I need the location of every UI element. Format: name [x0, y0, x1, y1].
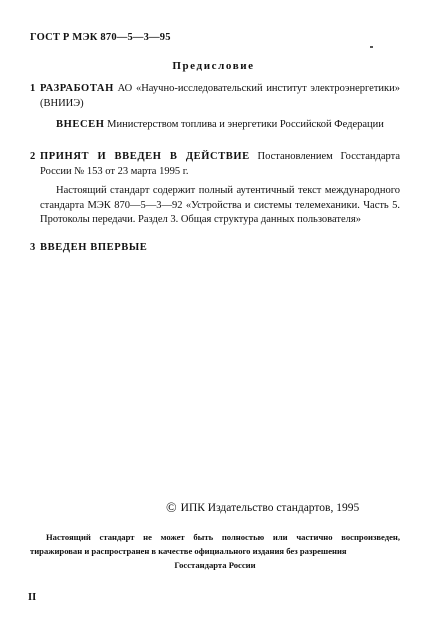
copyright-line — [166, 501, 359, 517]
item-adopted — [30, 150, 400, 179]
item-first-time — [30, 241, 400, 256]
standard-code: ГОСТ Р МЭК 870—5—3—95 — [30, 32, 171, 43]
item-text: Постановлением Госстандарта России № 153 от 23 марта 1995 г. — [40, 151, 400, 177]
page-number: II — [28, 592, 37, 603]
notice-text: Настоящий стандарт не может быть полностью или частично воспроизведен, тиражирован и распространен в качестве официального издания без разрешения — [30, 532, 400, 556]
print-mark — [370, 46, 373, 48]
reproduction-notice — [30, 530, 400, 572]
item-developed — [30, 82, 400, 111]
item-introduced — [30, 118, 400, 133]
item-lead: ВВЕДЕН ВПЕРВЫЕ — [40, 242, 148, 253]
item-number: 3 — [30, 242, 36, 253]
item-text: Министерством топлива и энергетики Российской Федерации — [107, 119, 384, 130]
item-lead: РАЗРАБОТАН — [40, 83, 114, 94]
item-body — [30, 82, 400, 111]
item-number: 1 — [30, 83, 36, 94]
copyright-text: ИПК Издательство стандартов, 1995 — [180, 502, 360, 514]
item-text: АО «Научно-исследовательский институт электроэнергетики» (ВНИИЭ) — [40, 83, 401, 109]
item-lead: ПРИНЯТ И ВВЕДЕН В ДЕЙСТВИЕ — [40, 151, 250, 162]
item-lead: ВНЕСЕН — [56, 119, 105, 130]
notice-last-line: Госстандарта России — [174, 560, 256, 570]
item-body — [30, 150, 400, 179]
item-number: 2 — [30, 151, 36, 162]
preface-title: Предисловие — [172, 60, 255, 72]
copyright-icon: © — [166, 501, 177, 516]
content-note — [30, 184, 400, 228]
content-note-text: Настоящий стандарт содержит полный аутентичный текст международного стандарта МЭК 870—5—3—92 «Устройства и системы телемеханики. Часть 5. Протоколы передачи. Раздел 3. Общая структура данных пользователя» — [40, 185, 400, 225]
item-body — [30, 241, 400, 256]
item-body — [30, 118, 400, 133]
